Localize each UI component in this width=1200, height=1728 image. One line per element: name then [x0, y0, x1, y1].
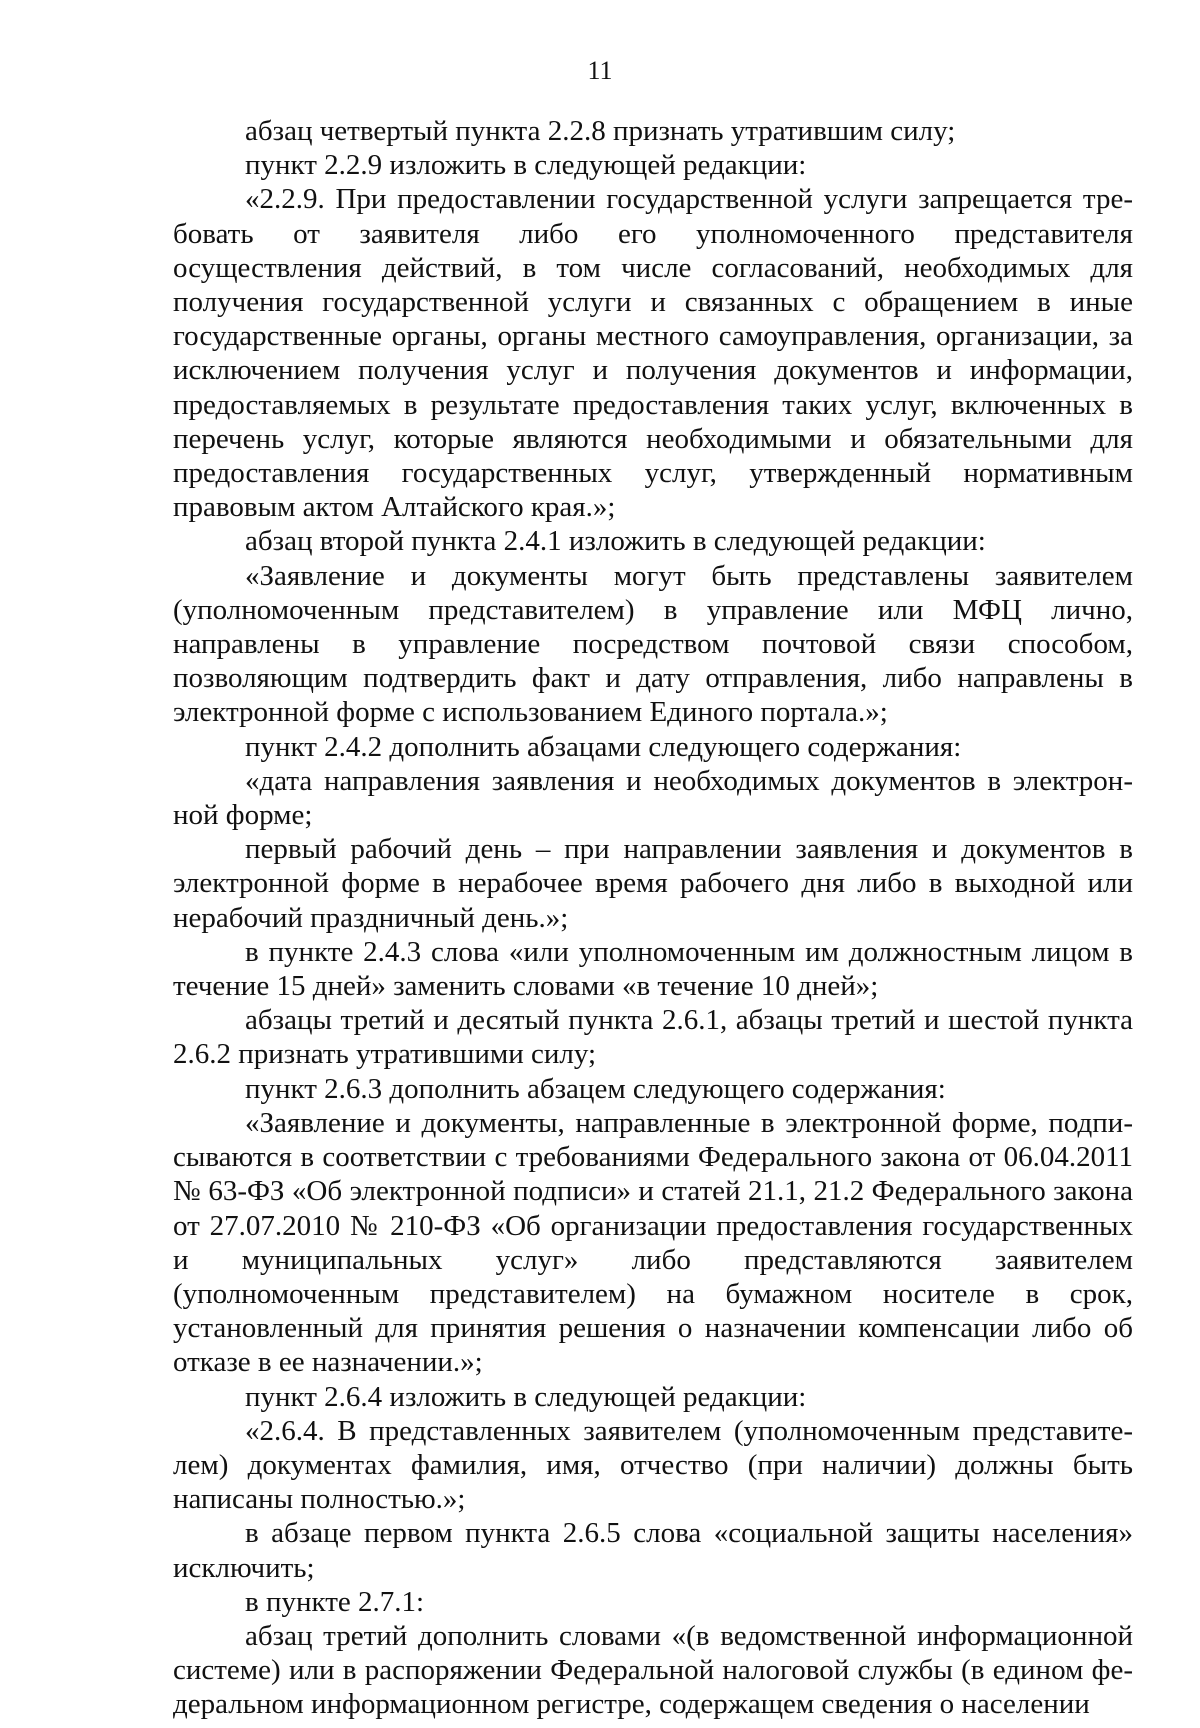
paragraph: пункт 2.6.3 дополнить абзацем следующего содержания:	[245, 1072, 946, 1105]
document-body	[173, 114, 1133, 1722]
paragraph: «2.6.4. В представленных заявителем (уполномоченным представителем) документах фамилия, имя, отчество (при наличии) должны быть написаны полностью.»;	[173, 1414, 1133, 1516]
paragraph: первый рабочий день – при направлении заявления и документов в электронной форме в нерабочее время рабочего дня либо в выходной или нерабочий праздничный день.»;	[173, 833, 1133, 934]
paragraph: абзац второй пункта 2.4.1 изложить в следующей редакции:	[245, 525, 986, 558]
paragraph: абзац четвертый пункта 2.2.8 признать утратившим силу;	[245, 115, 956, 147]
paragraph: пункт 2.2.9 изложить в следующей редакции:	[245, 149, 807, 182]
paragraph: абзацы третий и десятый пункта 2.6.1, абзацы третий и шестой пункта 2.6.2 признать утратившими силу;	[173, 1004, 1133, 1071]
paragraph: абзац третий дополнить словами «(в ведомственной информационной системе) или в распоряжении Федеральной налоговой службы (в едином федеральном информационном регистре, содержащем сведения о населении	[173, 1619, 1133, 1721]
paragraph: пункт 2.6.4 изложить в следующей редакции:	[245, 1380, 807, 1413]
paragraph: «дата направления заявления и необходимых документов в электронной форме;	[173, 764, 1133, 832]
paragraph: в абзаце первом пункта 2.6.5 слова «социальной защиты населения» исключить;	[173, 1517, 1133, 1584]
paragraph: «Заявление и документы, направленные в электронной форме, подписываются в соответствии с требованиями Федерального закона от 06.04.2011 № 63-ФЗ «Об электронной подписи» и статей 21.1, 21.2 Федерального закона от 27.07.2010 № 210-ФЗ «Об организации предоставления государственных и муниципальных услуг» либо представляются заявителем (уполномоченным представителем) на бумажном носителе в срок, установленный для принятия решения о назначении компенсации либо об отказе в ее назначении.»;	[173, 1106, 1133, 1379]
page-number: 11	[587, 56, 613, 85]
paragraph: в пункте 2.7.1:	[245, 1585, 425, 1618]
paragraph: пункт 2.4.2 дополнить абзацами следующего содержания:	[245, 730, 962, 763]
paragraph: в пункте 2.4.3 слова «или уполномоченным им должностным лицом в течение 15 дней» заменить словами «в течение 10 дней»;	[173, 935, 1133, 1003]
paragraph: «2.2.9. При предоставлении государственной услуги запрещается требовать от заявителя либо его уполномоченного представителя осуществления действий, в том числе согласований, необходимых для получения государственной услуги и связанных с обращением в иные государственные органы, органы местного самоуправления, организации, за исключением получения услуг и получения документов и информации, предоставляемых в результате предоставления таких услуг, включенных в перечень услуг, которые являются необходимыми и обязательными для предоставления государственных услуг, утвержденный нормативным правовым актом Алтайского края.»;	[173, 183, 1133, 524]
paragraph: «Заявление и документы могут быть представлены заявителем (уполномоченным представителем) в управление или МФЦ лично, направлены в управление посредством почтовой связи способом, позволяющим подтвердить факт и дату отправления, либо направлены в электронной форме с использованием Единого портала.»;	[173, 559, 1133, 729]
